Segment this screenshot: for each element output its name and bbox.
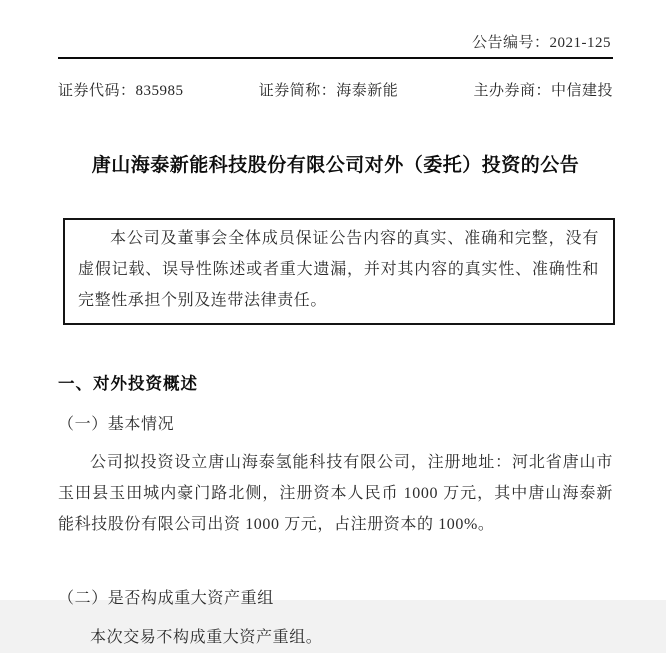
sponsor-broker: 主办券商：中信建投: [473, 83, 613, 99]
security-code: 证券代码：835985: [58, 83, 184, 99]
disclaimer-text: 本公司及董事会全体成员保证公告内容的真实、准确和完整，没有虚假记载、误导性陈述或者重大遗漏，并对其内容的真实性、准确性和完整性承担个别及连带法律责任。: [78, 230, 599, 309]
paragraph-major-asset-restructuring: 本次交易不构成重大资产重组。: [90, 629, 323, 646]
document-title: 唐山海泰新能科技股份有限公司对外（委托）投资的公告: [91, 155, 580, 176]
announcement-number: 公告编号：2021-125: [472, 35, 611, 51]
paragraph-basic-info: 公司拟投资设立唐山海泰氢能科技有限公司，注册地址：河北省唐山市玉田县玉田城内豪门路北侧，注册资本人民币 1000 万元，其中唐山海泰新能科技股份有限公司出资 1000 万元，占注册资本的 100%。: [58, 454, 613, 533]
security-info-row: [58, 79, 613, 100]
section-heading-investment-overview: 一、对外投资概述: [58, 374, 198, 393]
disclaimer-box: [63, 218, 615, 325]
subsection-heading-basic-info: （一）基本情况: [58, 416, 175, 433]
subsection-heading-major-asset-restructuring: （二）是否构成重大资产重组: [58, 590, 274, 607]
subsection-basic-info: [58, 411, 613, 540]
subsection-major-asset-restructuring: [58, 585, 613, 653]
header-divider: [58, 57, 613, 59]
security-short-name: 证券简称：海泰新能: [258, 83, 399, 99]
